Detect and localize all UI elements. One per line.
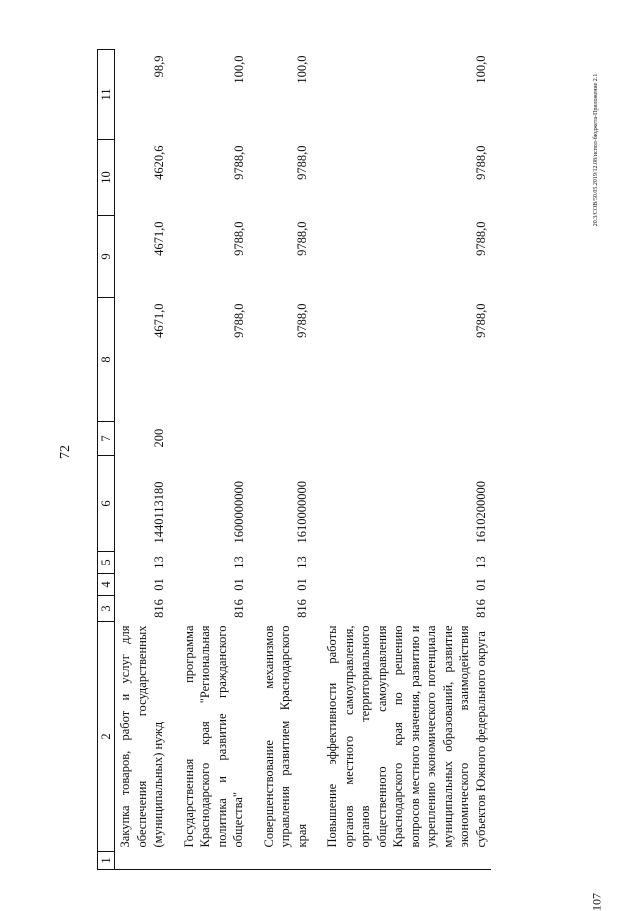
- code-section: 01: [231, 578, 246, 591]
- header-col-5: 5: [98, 552, 115, 574]
- code-subsection: 13: [231, 556, 246, 569]
- budget-execution-table: [97, 49, 491, 870]
- value-col-11: 100,0: [295, 55, 309, 84]
- row-index-cell: [249, 852, 313, 870]
- value-col-8: 4671,0: [151, 303, 166, 338]
- code-target-article: 1440113180: [151, 481, 166, 544]
- value-col-10: 9788,0: [474, 145, 488, 180]
- table-row: [169, 50, 249, 870]
- code-target-article: 1610200000: [474, 481, 488, 544]
- row-name: Повышение эффективности работы органов местного самоуправления, органов территориального общественного самоуправления Краснодарского края по решению вопросов местного значения, развитию и укреплению экономического потенциала муниципальных образований, развитие экономического взаимодействия субъектов Южного федерального округа: [325, 625, 488, 848]
- value-col-8: 9788,0: [231, 303, 246, 338]
- document-code: 20.3/СОВ/50.05.2019/12.08/испол-бюджета-Приложение 2.1: [593, 73, 599, 227]
- code-section: 01: [151, 578, 166, 591]
- table-row: [115, 50, 169, 870]
- row-index-cell: [115, 852, 169, 870]
- value-col-9: 4671,0: [151, 221, 166, 256]
- row-name: Совершенствование механизмов управления развитием Краснодарского края: [261, 625, 309, 848]
- value-col-9: 9788,0: [295, 221, 309, 256]
- header-col-1: 1: [98, 852, 115, 870]
- row-name: Закупка товаров, работ и услуг для обеспечения государственных (муниципальных) нужд: [118, 625, 165, 848]
- code-section: 01: [474, 578, 488, 591]
- code-section: 01: [295, 578, 309, 591]
- value-col-8: 9788,0: [474, 303, 488, 338]
- value-col-10: 4620,6: [151, 145, 166, 180]
- header-col-7: 7: [98, 422, 115, 456]
- code-ministry: 816: [151, 599, 166, 618]
- value-col-11: 100,0: [231, 55, 246, 84]
- table-row: [312, 50, 491, 870]
- code-subsection: 13: [474, 556, 488, 569]
- header-col-4: 4: [98, 574, 115, 596]
- value-col-11: 100,0: [474, 55, 488, 84]
- table-row: [249, 50, 313, 870]
- code-ministry: 816: [231, 599, 246, 618]
- value-col-11: 98,9: [151, 55, 166, 78]
- code-subsection: 13: [295, 556, 309, 569]
- header-row: [98, 50, 115, 870]
- code-target-article: 1610000000: [295, 481, 309, 544]
- code-expense-type: [312, 422, 491, 456]
- sheet-number: 107: [589, 893, 604, 911]
- value-col-8: 9788,0: [295, 303, 309, 338]
- code-target-article: 1600000000: [231, 481, 246, 544]
- header-col-3: 3: [98, 596, 115, 622]
- code-expense-type: 200: [151, 428, 166, 448]
- row-name: Государственная программа Краснодарского края "Региональная политика и развитие гражданского общества": [181, 625, 245, 848]
- header-col-2: 2: [98, 622, 115, 852]
- value-col-9: 9788,0: [231, 221, 246, 256]
- value-col-9: 9788,0: [474, 221, 488, 256]
- code-ministry: 816: [295, 599, 309, 618]
- page-number: 72: [58, 445, 73, 459]
- value-col-10: 9788,0: [295, 145, 309, 180]
- code-ministry: 816: [474, 599, 488, 618]
- header-col-8: 8: [98, 298, 115, 422]
- budget-table-container: [97, 50, 587, 870]
- code-expense-type: [169, 422, 249, 456]
- code-expense-type: [249, 422, 313, 456]
- header-col-9: 9: [98, 216, 115, 298]
- value-col-10: 9788,0: [231, 145, 246, 180]
- row-index-cell: [312, 852, 491, 870]
- row-index-cell: [169, 852, 249, 870]
- code-subsection: 13: [151, 556, 166, 569]
- header-col-6: 6: [98, 456, 115, 552]
- header-col-10: 10: [98, 140, 115, 216]
- header-col-11: 11: [98, 50, 115, 140]
